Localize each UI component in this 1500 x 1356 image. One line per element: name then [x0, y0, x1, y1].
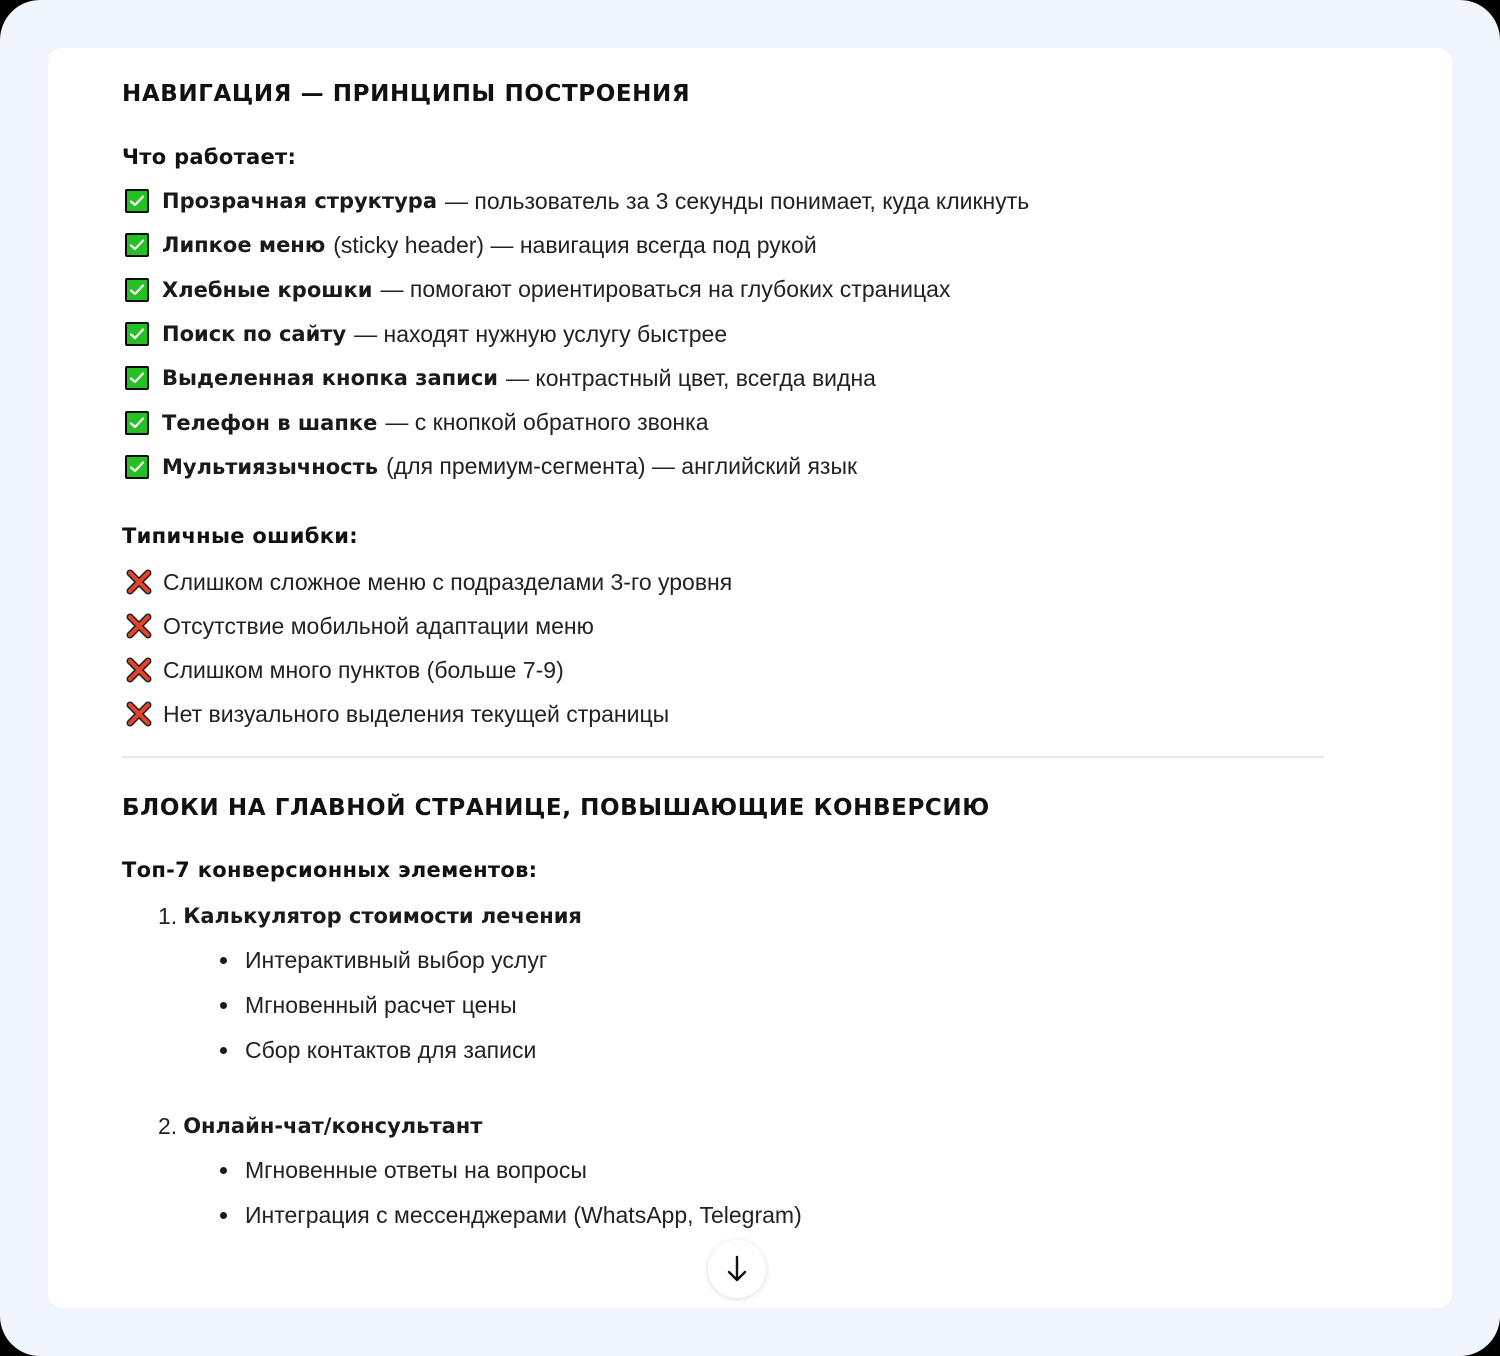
numbered-item	[158, 894, 802, 1104]
item-text: — контрастный цвет, всегда видна	[506, 364, 876, 391]
bullet-item	[158, 1148, 802, 1193]
item-text: (для премиум-сегмента) — английский язык	[386, 453, 858, 480]
section-divider	[122, 756, 1324, 758]
item-text: — пользователь за 3 секунды понимает, куда кликнуть	[445, 187, 1030, 214]
check-icon	[125, 322, 149, 346]
item-number: 2.	[158, 1112, 178, 1139]
list-item	[122, 604, 732, 648]
list-item	[122, 223, 1029, 267]
bullet-item	[158, 1028, 802, 1073]
item-text: Нет визуального выделения текущей страницы	[163, 700, 670, 727]
cross-icon	[126, 701, 152, 727]
cross-icon	[126, 569, 152, 595]
section-title-navigation: НАВИГАЦИЯ — ПРИНЦИПЫ ПОСТРОЕНИЯ	[122, 81, 691, 107]
bullet-item	[158, 983, 802, 1028]
item-bold: Выделенная кнопка записи	[162, 366, 498, 391]
item-bold: Телефон в шапке	[162, 410, 378, 435]
bullet-text: Интерактивный выбор услуг	[245, 947, 548, 973]
list-item	[122, 692, 732, 736]
list-item	[122, 312, 1029, 356]
subheading-top7: Топ-7 конверсионных элементов:	[122, 858, 538, 882]
cross-icon	[126, 657, 152, 683]
list-item	[122, 560, 732, 604]
item-bold: Прозрачная структура	[162, 189, 437, 214]
list-item	[122, 179, 1029, 223]
bullet-dot-icon	[220, 1212, 227, 1219]
item-bold: Поиск по сайту	[162, 322, 347, 347]
item-text: Слишком много пунктов (больше 7-9)	[163, 656, 564, 683]
numbered-item-title	[158, 1104, 802, 1148]
bullet-item	[158, 1193, 802, 1238]
item-number: 1.	[158, 902, 178, 929]
item-text: — находят нужную услугу быстрее	[354, 320, 728, 347]
bullet-text: Сбор контактов для записи	[245, 1037, 537, 1063]
check-icon	[125, 189, 149, 213]
bullet-dot-icon	[220, 1047, 227, 1054]
bullet-dot-icon	[220, 957, 227, 964]
check-icon	[125, 366, 149, 390]
item-bold: Липкое меню	[162, 233, 326, 258]
check-icon	[125, 411, 149, 435]
list-item	[122, 356, 1029, 400]
item-text: — помогают ориентироваться на глубоких страницах	[380, 276, 951, 303]
item-title: Калькулятор стоимости лечения	[183, 904, 582, 928]
bullet-dot-icon	[220, 1167, 227, 1174]
item-title: Онлайн-чат/консультант	[183, 1114, 483, 1138]
check-icon	[125, 278, 149, 302]
item-bold: Мультиязычность	[162, 454, 379, 479]
bullet-item	[158, 938, 802, 983]
bullet-text: Мгновенный расчет цены	[245, 992, 517, 1018]
item-text: Слишком сложное меню с подразделами 3-го уровня	[163, 568, 733, 595]
sub-bullet-list	[158, 1148, 802, 1238]
arrow-down-icon	[726, 1255, 748, 1283]
subheading-typical-errors: Типичные ошибки:	[122, 524, 359, 548]
numbered-item-title	[158, 894, 802, 938]
bullet-text: Интеграция с мессенджерами (WhatsApp, Telegram)	[245, 1202, 802, 1228]
content-card	[48, 48, 1452, 1308]
check-icon	[125, 233, 149, 257]
sub-bullet-list	[158, 938, 802, 1073]
check-icon	[125, 455, 149, 479]
item-text: Отсутствие мобильной адаптации меню	[163, 612, 594, 639]
section-title-homepage-blocks: БЛОКИ НА ГЛАВНОЙ СТРАНИЦЕ, ПОВЫШАЮЩИЕ КОНВЕРСИЮ	[122, 795, 990, 821]
scroll-down-button[interactable]	[708, 1240, 766, 1298]
item-text: (sticky header) — навигация всегда под рукой	[333, 231, 817, 258]
list-item	[122, 445, 1029, 489]
item-bold: Хлебные крошки	[162, 277, 373, 302]
cross-icon	[126, 613, 152, 639]
bullet-text: Мгновенные ответы на вопросы	[245, 1157, 587, 1183]
list-item	[122, 648, 732, 692]
item-text: — с кнопкой обратного звонка	[385, 409, 709, 436]
numbered-item	[158, 1104, 802, 1238]
list-item	[122, 268, 1029, 312]
errors-list	[122, 560, 732, 736]
list-item	[122, 400, 1029, 444]
works-list	[122, 179, 1029, 489]
bullet-dot-icon	[220, 1002, 227, 1009]
conversion-elements-list	[158, 894, 802, 1238]
subheading-what-works: Что работает:	[122, 145, 297, 169]
